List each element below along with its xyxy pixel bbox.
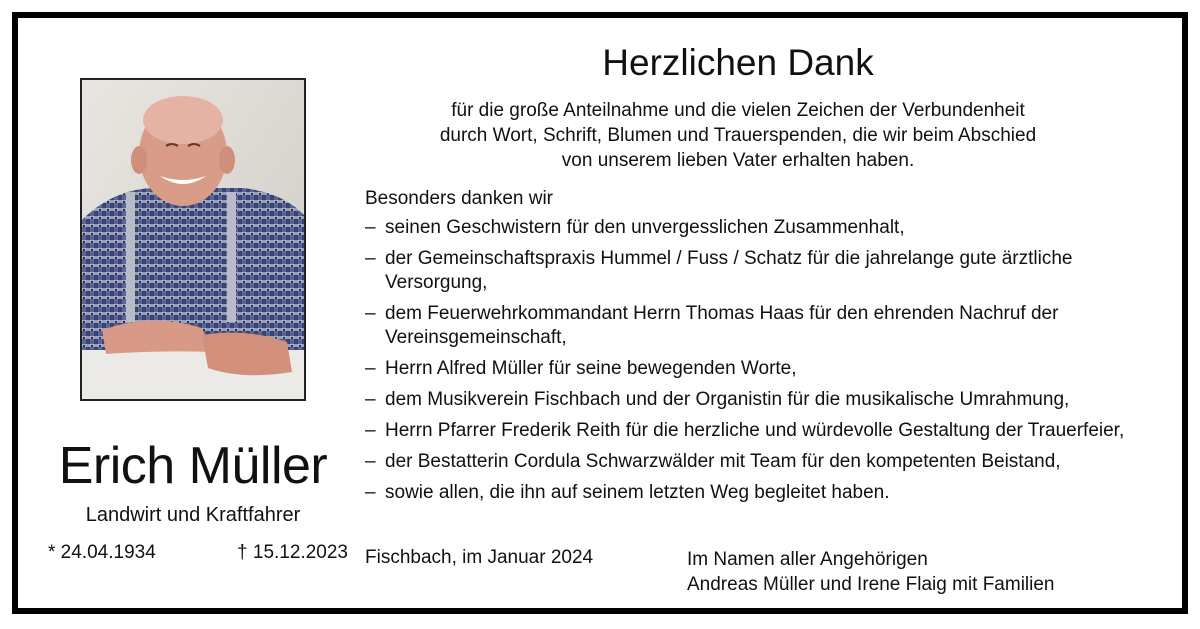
special-thanks-label: Besonders danken wir [365, 188, 553, 209]
death-date: † 15.12.2023 [237, 542, 348, 563]
signature-line: Andreas Müller und Irene Flaig mit Familien [687, 574, 1055, 595]
dash-marker: – [365, 451, 376, 472]
dash-marker: – [365, 248, 376, 269]
thanks-item [365, 419, 1165, 443]
place-date: Fischbach, im Januar 2024 [365, 547, 594, 568]
birth-date: * 24.04.1934 [48, 542, 156, 563]
dash-marker: – [365, 420, 376, 441]
thanks-text: Herrn Pfarrer Frederik Reith für die herzliche und würdevolle Gestaltung der Trauerfeier, [385, 420, 1125, 441]
thanks-list [365, 216, 1165, 512]
thanks-text: der Gemeinschaftspraxis Hummel / Fuss / Schatz für die jahrelange gute ärztliche Versorgung, [385, 248, 1073, 293]
thanks-item [365, 481, 1165, 505]
thanks-text: der Bestatterin Cordula Schwarzwälder mit Team für den kompetenten Beistand, [385, 451, 1061, 472]
dash-marker: – [365, 217, 376, 238]
thanks-item [365, 247, 1165, 295]
thanks-item [365, 216, 1165, 240]
thanks-text: dem Musikverein Fischbach und der Organistin für die musikalische Umrahmung, [385, 389, 1070, 410]
thanks-text: Herrn Alfred Müller für seine bewegenden Worte, [385, 358, 797, 379]
dash-marker: – [365, 482, 376, 503]
thanks-item [365, 357, 1165, 381]
intro-line: durch Wort, Schrift, Blumen und Trauerspenden, die wir beim Abschied [439, 125, 1037, 146]
signature [687, 547, 1055, 597]
thanks-text: dem Feuerwehrkommandant Herrn Thomas Haas für den ehrenden Nachruf der Vereinsgemeinschaft, [385, 303, 1059, 348]
thanks-item [365, 302, 1165, 350]
occupation: Landwirt und Kraftfahrer [85, 504, 301, 526]
deceased-name: Erich Müller [58, 437, 328, 495]
intro-line: für die große Anteilnahme und die vielen Zeichen der Verbundenheit [451, 100, 1025, 121]
dash-marker: – [365, 389, 376, 410]
life-dates [48, 542, 348, 564]
notice-title: Herzlichen Dank [602, 42, 874, 83]
dash-marker: – [365, 358, 376, 379]
intro-line: von unserem lieben Vater erhalten haben. [561, 150, 915, 171]
intro-text [378, 98, 1098, 173]
thanks-text: seinen Geschwistern für den unvergesslichen Zusammenhalt, [385, 217, 905, 238]
thanks-item [365, 450, 1165, 474]
notice-frame [12, 12, 1188, 614]
dash-marker: – [365, 303, 376, 324]
thanks-text: sowie allen, die ihn auf seinem letzten Weg begleitet haben. [385, 482, 890, 503]
portrait-photo [80, 78, 306, 401]
signature-line: Im Namen aller Angehörigen [687, 549, 928, 570]
thanks-item [365, 388, 1165, 412]
